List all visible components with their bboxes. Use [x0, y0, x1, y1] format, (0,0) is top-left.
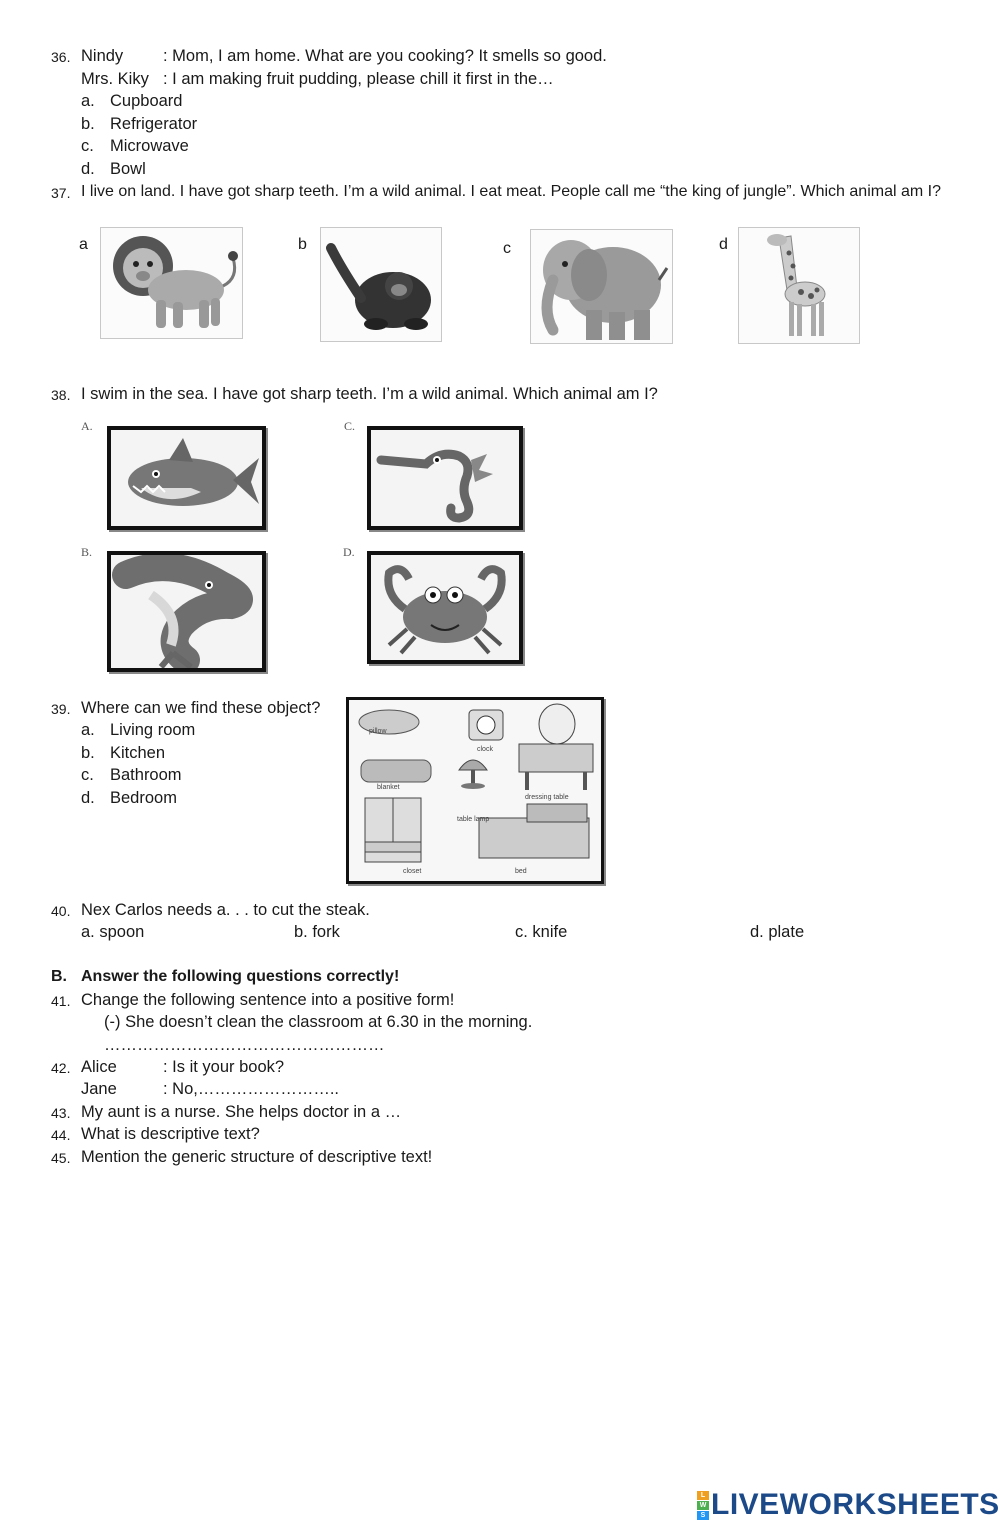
q41-sentence: (-) She doesn’t clean the classroom at 6.30 in the morning. [104, 1013, 533, 1031]
q42-speaker1: Alice [81, 1058, 117, 1076]
label-bed: bed [515, 868, 527, 875]
q36-speaker2: Mrs. Kiky [81, 70, 149, 88]
section-b-title: Answer the following questions correctly! [81, 968, 400, 985]
gorilla-image[interactable] [320, 227, 442, 342]
q36-line2: : I am making fruit pudding, please chill it first in the… [163, 70, 554, 88]
q37-label-a: a [79, 236, 88, 253]
q38-label-D: D. [343, 545, 355, 559]
shark-image[interactable] [107, 426, 266, 530]
label-clock: clock [477, 746, 493, 753]
q40-option-b[interactable]: b. fork [294, 923, 340, 941]
q45-number: 45. [51, 1150, 71, 1166]
q40-option-c[interactable]: c. knife [515, 923, 568, 941]
q43-number: 43. [51, 1105, 71, 1121]
q39-option-b[interactable]: Kitchen [110, 744, 166, 762]
q42-number: 42. [51, 1060, 71, 1076]
giraffe-icon [739, 228, 859, 343]
elephant-icon [531, 230, 672, 343]
liveworksheets-logo[interactable] [697, 1488, 1000, 1522]
giraffe-image[interactable] [738, 227, 860, 344]
crab-image[interactable] [367, 551, 523, 664]
lion-image[interactable] [100, 227, 243, 339]
q36-speaker1: Nindy [81, 47, 124, 65]
q38-number: 38. [51, 387, 71, 403]
q40-option-a[interactable]: a. spoon [81, 923, 145, 941]
logo-icon-letter-w: W [697, 1501, 709, 1510]
q38-label-C: C. [344, 419, 356, 433]
liveworksheets-icon [697, 1491, 709, 1520]
logo-icon-letter-s: S [697, 1511, 709, 1520]
q37-question: I live on land. I have got sharp teeth. I’m a wild animal. I eat meat. People call me “the king of jungle”. Which animal am I? [81, 183, 941, 200]
q38-question: I swim in the sea. I have got sharp teeth. I’m a wild animal. Which animal am I? [81, 385, 658, 403]
q39-option-a[interactable]: Living room [110, 721, 196, 739]
q36-option-a[interactable]: Cupboard [110, 92, 183, 110]
q36-option-a-letter: a. [81, 92, 95, 110]
q36-number: 36. [51, 49, 71, 65]
crab-icon [371, 555, 519, 660]
label-blanket: blanket [377, 784, 400, 791]
q38-label-A: A. [81, 419, 93, 433]
section-b-letter: B. [51, 968, 67, 985]
q41-answer-blank[interactable]: …………………………………………… [104, 1036, 385, 1054]
q40-question: Nex Carlos needs a. . . to cut the steak. [81, 901, 370, 919]
dolphin-image[interactable] [107, 551, 266, 672]
q42-line2[interactable]: : No,…………………….. [163, 1080, 340, 1098]
q41-question: Change the following sentence into a positive form! [81, 991, 455, 1009]
label-dressing-table: dressing table [525, 794, 569, 801]
q39-option-c-letter: c. [81, 766, 94, 784]
q37-label-b: b [298, 236, 307, 253]
q39-option-b-letter: b. [81, 744, 95, 762]
q36-option-b[interactable]: Refrigerator [110, 115, 198, 133]
label-closet: closet [403, 868, 422, 875]
elephant-image[interactable] [530, 229, 673, 344]
q39-number: 39. [51, 701, 71, 717]
q36-option-c-letter: c. [81, 137, 94, 155]
q37-label-d: d [719, 236, 728, 253]
q44-number: 44. [51, 1127, 71, 1143]
lion-icon [101, 228, 242, 338]
q41-number: 41. [51, 993, 71, 1009]
q44-question: What is descriptive text? [81, 1125, 260, 1143]
q36-option-c[interactable]: Microwave [110, 137, 189, 155]
q36-option-b-letter: b. [81, 115, 95, 133]
q39-option-d[interactable]: Bedroom [110, 789, 177, 807]
bedroom-objects-image [346, 697, 604, 884]
q40-option-d[interactable]: d. plate [750, 923, 805, 941]
q36-option-d-letter: d. [81, 160, 95, 178]
q43-question: My aunt is a nurse. She helps doctor in a … [81, 1103, 402, 1121]
q40-number: 40. [51, 903, 71, 919]
q39-option-d-letter: d. [81, 789, 95, 807]
shark-icon [111, 430, 262, 526]
dolphin-icon [111, 555, 262, 668]
q36-option-d[interactable]: Bowl [110, 160, 146, 178]
q37-label-c: c [503, 240, 511, 257]
label-pillow: pillow [369, 728, 387, 735]
q39-option-a-letter: a. [81, 721, 95, 739]
q38-label-B: B. [81, 545, 93, 559]
q37-number: 37. [51, 185, 71, 201]
q45-question: Mention the generic structure of descriptive text! [81, 1148, 433, 1166]
q39-option-c[interactable]: Bathroom [110, 766, 182, 784]
gorilla-icon [321, 228, 441, 341]
seahorse-image[interactable] [367, 426, 523, 530]
logo-icon-letter-l: L [697, 1491, 709, 1500]
label-table-lamp: table lamp [457, 816, 490, 823]
seahorse-icon [371, 430, 519, 526]
q42-line1: : Is it your book? [163, 1058, 285, 1076]
q36-line1: : Mom, I am home. What are you cooking? It smells so good. [163, 47, 607, 65]
liveworksheets-brand: LIVEWORKSHEETS [711, 1488, 1000, 1521]
q39-question: Where can we find these object? [81, 699, 321, 717]
q42-speaker2: Jane [81, 1080, 117, 1098]
